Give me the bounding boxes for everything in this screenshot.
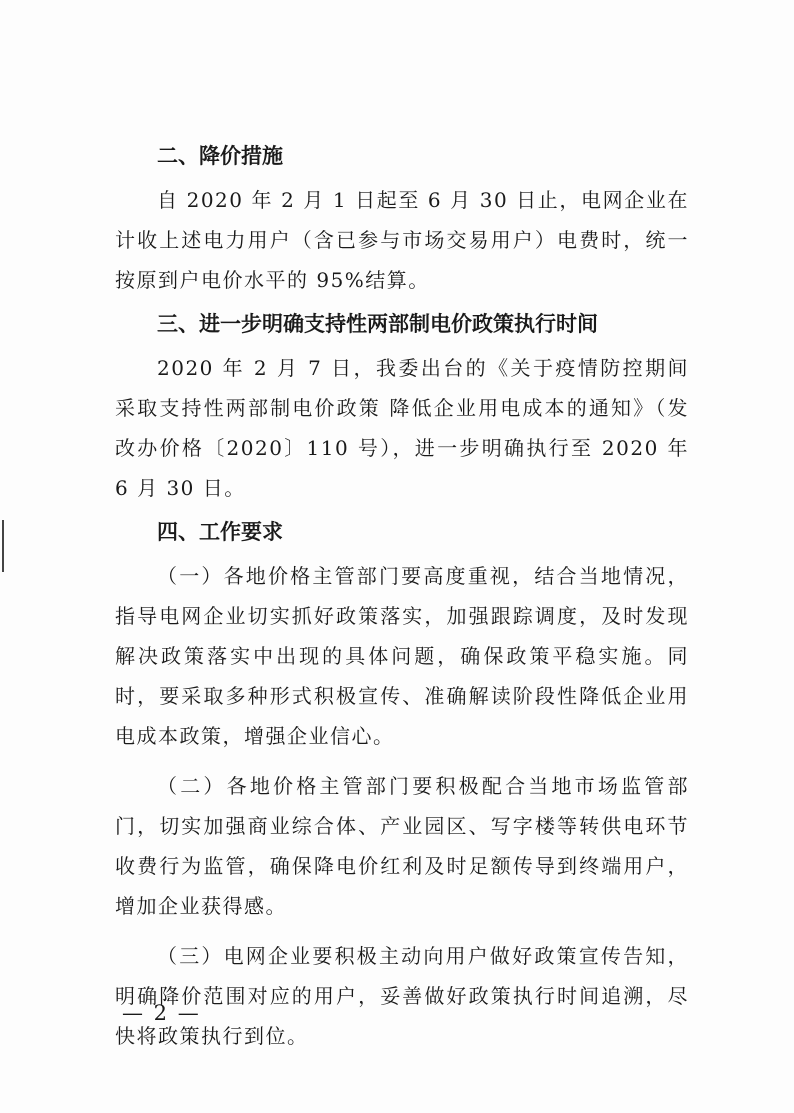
section-price-reduction [115, 136, 689, 300]
section-two-part-tariff [115, 304, 689, 508]
scan-edge-mark [2, 520, 4, 572]
section-heading: 三、进一步明确支持性两部制电价政策执行时间 [157, 312, 598, 336]
document-body [115, 136, 689, 1056]
paragraph: 2020 年 2 月 7 日，我委出台的《关于疫情防控期间采取支持性两部制电价政策 降低企业用电成本的通知》（发改办价格〔2020〕110 号），进一步明确执行至 2020 年 6 月 30 日。 [115, 356, 689, 500]
page-number: — 2 — [122, 1001, 201, 1025]
paragraph: （三）电网企业要积极主动向用户做好政策宣传告知，明确降价范围对应的用户，妥善做好政策执行时间追溯，尽快将政策执行到位。 [115, 944, 689, 1048]
section-heading: 四、工作要求 [157, 520, 283, 544]
section-heading: 二、降价措施 [157, 144, 283, 168]
paragraph: （一）各地价格主管部门要高度重视，结合当地情况，指导电网企业切实抓好政策落实，加强跟踪调度，及时发现解决政策落实中出现的具体问题，确保政策平稳实施。同时，要采取多种形式积极宣传、准确解读阶段性降低企业用电成本政策，增强企业信心。 [115, 564, 689, 748]
paragraph: （二）各地价格主管部门要积极配合当地市场监管部门，切实加强商业综合体、产业园区、写字楼等转供电环节收费行为监管，确保降电价红利及时足额传导到终端用户，增加企业获得感。 [115, 774, 689, 918]
paragraph: 自 2020 年 2 月 1 日起至 6 月 30 日止，电网企业在计收上述电力用户（含已参与市场交易用户）电费时，统一按原到户电价水平的 95%结算。 [115, 188, 689, 292]
section-work-requirements [115, 512, 689, 1056]
